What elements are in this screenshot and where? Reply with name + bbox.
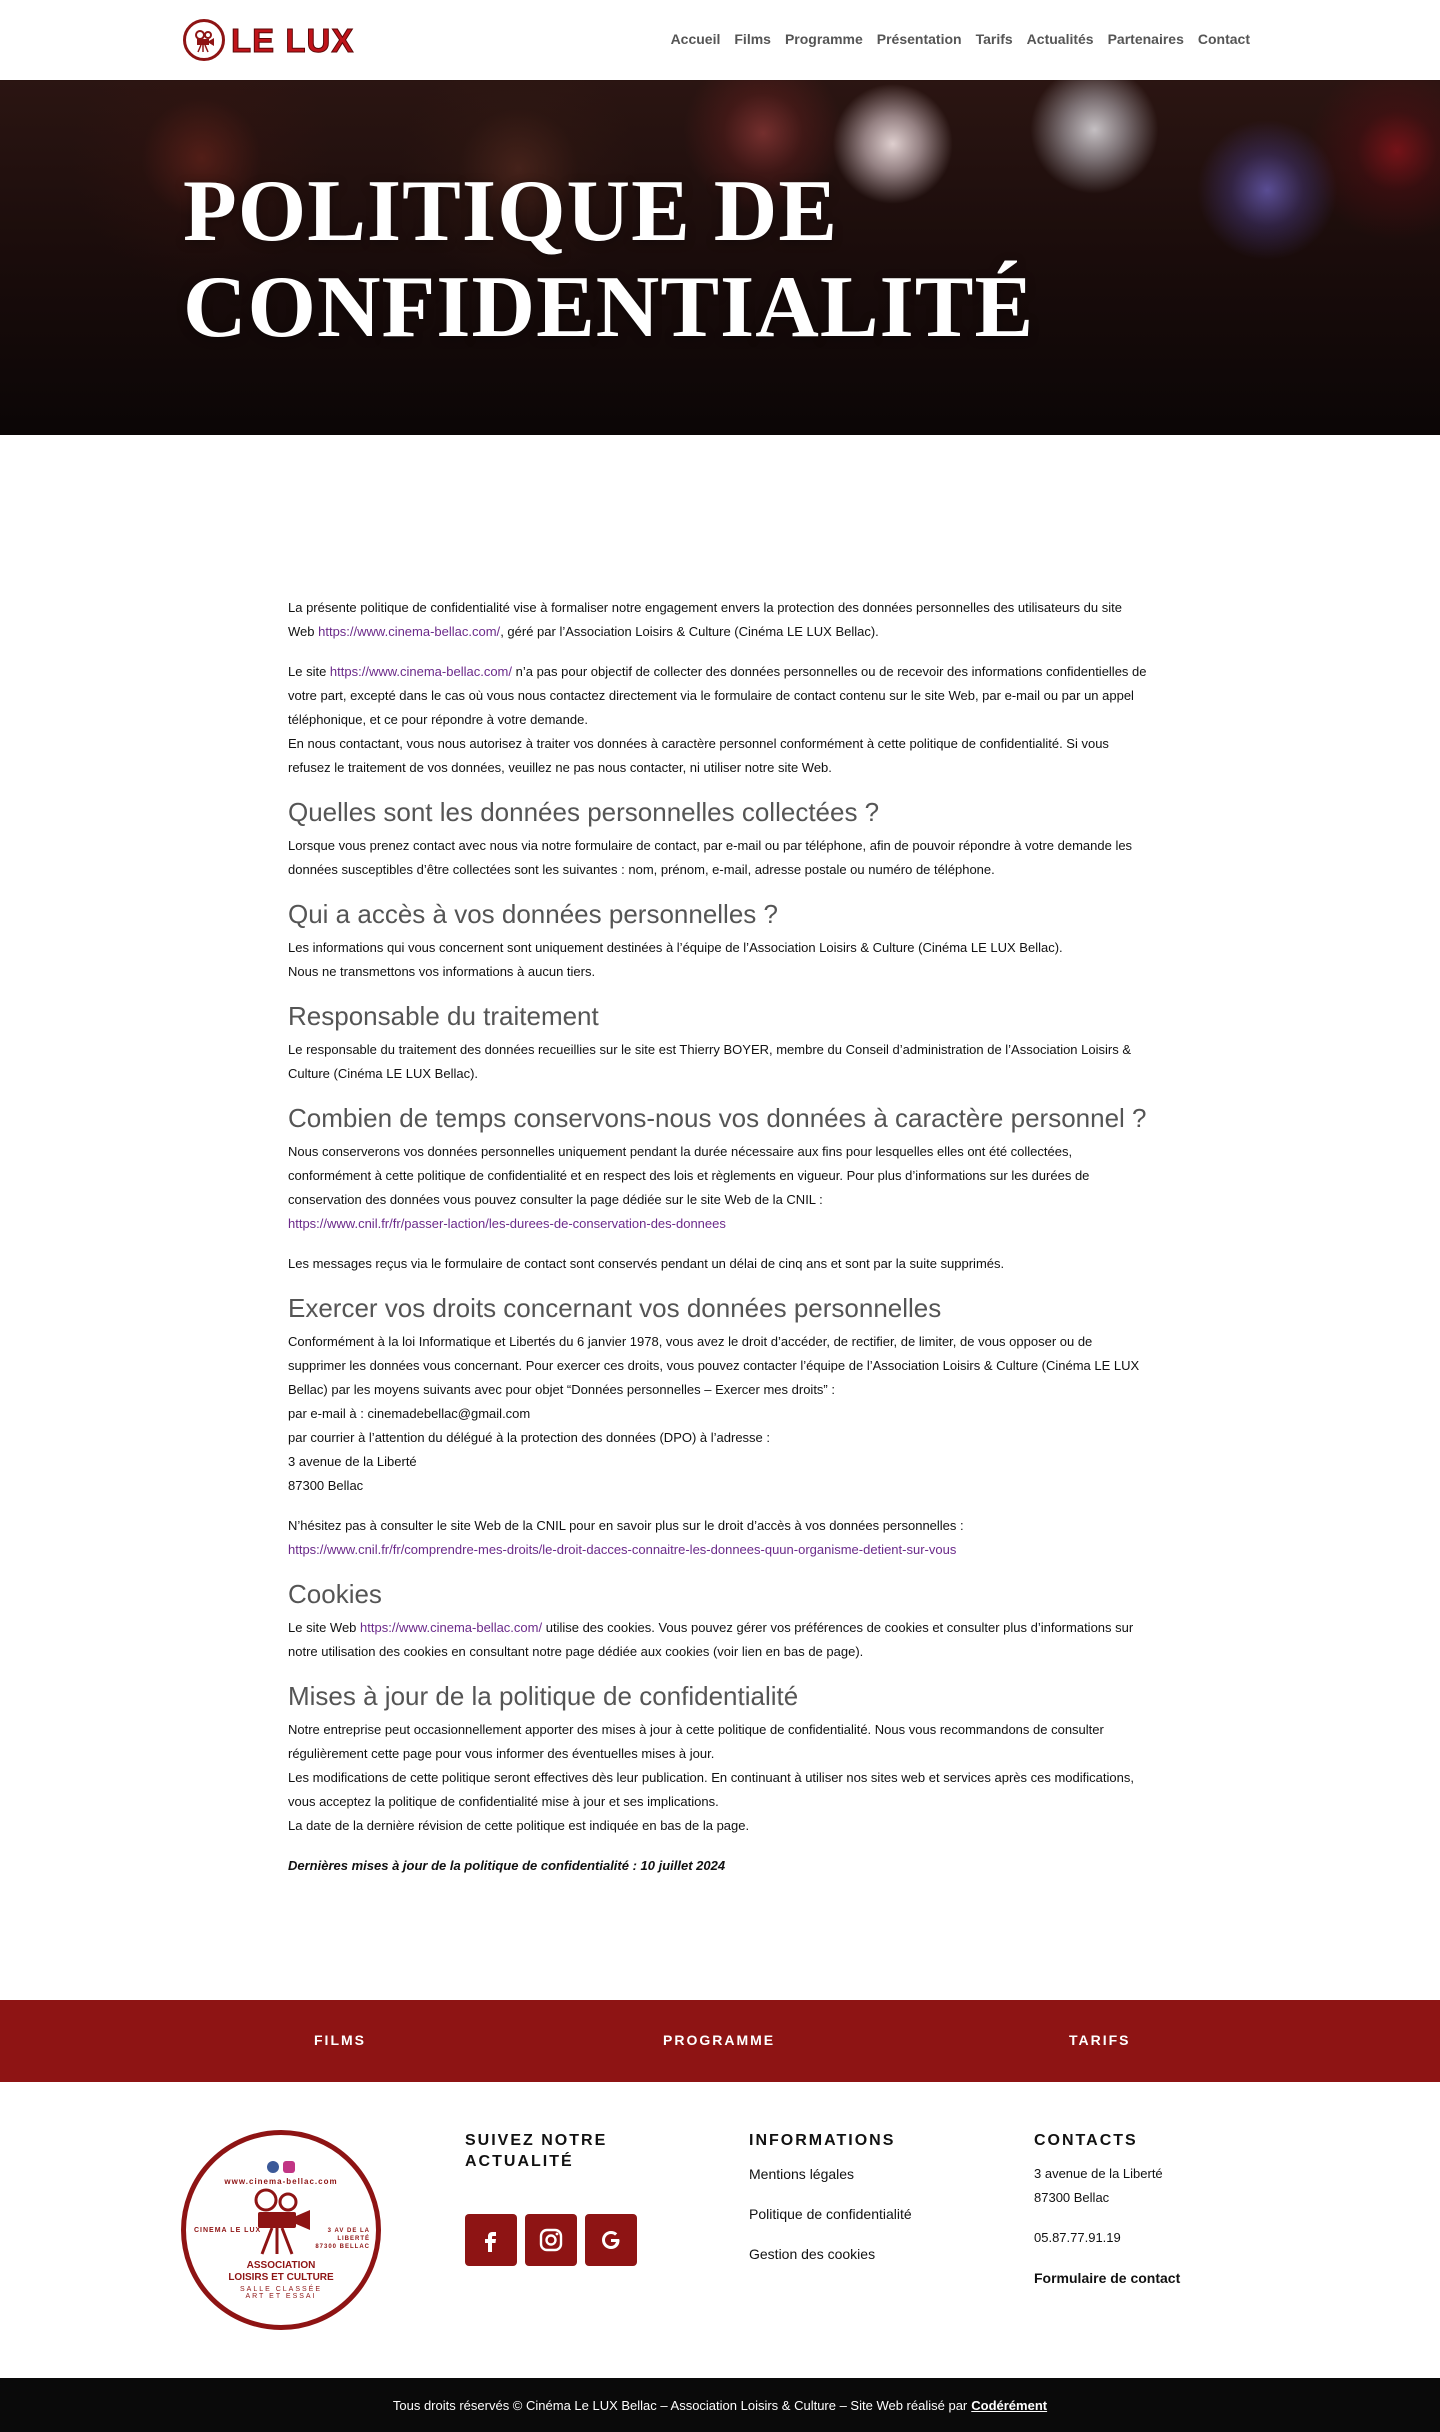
updates-text-b: Les modifications de cette politique seront effectives dès leur publication. En continuant à utiliser nos sites web et services après ces modifications, vous acceptez la politique de confidentialité mise à jour et ses implications. — [288, 1770, 1134, 1809]
badge-url: www.cinema-bellac.com — [224, 2176, 338, 2186]
cookies-paragraph — [288, 1616, 1152, 1664]
social-buttons — [465, 2214, 637, 2266]
policy-content — [288, 596, 1152, 1894]
google-button[interactable] — [585, 2214, 637, 2266]
contact-address-line-1: 3 avenue de la Liberté — [1034, 2166, 1163, 2181]
nav-presentation[interactable]: Présentation — [876, 31, 962, 47]
nav-partenaires[interactable]: Partenaires — [1107, 31, 1184, 47]
nav-actualites[interactable]: Actualités — [1026, 31, 1094, 47]
legal-notice-link[interactable]: Mentions légales — [749, 2166, 855, 2182]
badge-title-1: ASSOCIATION — [246, 2259, 316, 2271]
heading-duration: Combien de temps conservons-nous vos données à caractère personnel ? — [288, 1103, 1147, 1133]
instagram-icon — [538, 2227, 564, 2253]
cnil-rights-link[interactable]: https://www.cnil.fr/fr/comprendre-mes-droits/le-droit-dacces-connaitre-les-donnees-quun-organisme-detient-sur-vous — [288, 1542, 957, 1557]
page-title-line-2: CONFIDENTIALITÉ — [183, 259, 1035, 356]
updates-text-a: Notre entreprise peut occasionnellement apporter des mises à jour à cette politique de confidentialité. Nous vous recommandons de consulter régulièrement cette page pour vous informer des éventuelles mises à jour. — [288, 1722, 1104, 1761]
follow-title — [465, 2130, 607, 2172]
last-update: Dernières mises à jour de la politique de confidentialité : 10 juillet 2024 — [288, 1858, 726, 1873]
updates-paragraph — [288, 1718, 1152, 1838]
association-badge — [181, 2130, 381, 2330]
instagram-button[interactable] — [525, 2214, 577, 2266]
google-icon — [598, 2227, 624, 2253]
follow-title-1: SUIVEZ NOTRE — [465, 2132, 608, 2149]
rights-text: Conformément à la loi Informatique et Libertés du 6 janvier 1978, vous avez le droit d’accéder, de rectifier, de limiter, de vous opposer ou de supprimer les données vous concernant. Pour exercer ces droits, vous pouvez contacter l’équipe de l’Association Loisirs & Culture (Cinéma LE LUX Bellac) par les moyens suivants avec pour objet “Données personnelles – Exercer mes droits” : — [288, 1334, 1140, 1397]
heading-collected-data: Quelles sont les données personnelles collectées ? — [288, 797, 880, 827]
access-text-a: Les informations qui vous concernent sont uniquement destinées à l’équipe de l’Association Loisirs & Culture (Cinéma LE LUX Bellac). — [288, 940, 1063, 955]
badge-subtitle — [240, 2286, 322, 2300]
contact-address-line-2: 87300 Bellac — [1034, 2190, 1110, 2205]
purpose-text-b: n’a pas pour objectif de collecter des données personnelles ou de recevoir des informations confidentielles de votre part, excepté dans le cas où vous nous contactez directement via le formulaire de contact contenu sur le site Web, par e-mail ou par un appel téléphonique, et ce pour répondre à votre demande. — [288, 664, 1147, 727]
footer-nav-band — [0, 2000, 1440, 2082]
copyright-text: Tous droits réservés © Cinéma Le LUX Bellac – Association Loisirs & Culture – Site Web réalisé par — [392, 2397, 968, 2413]
footer-widgets — [0, 2082, 1440, 2382]
access-text-b: Nous ne transmettons vos informations à aucun tiers. — [288, 964, 596, 979]
purpose-text-a: Le site — [288, 664, 330, 679]
info-title: INFORMATIONS — [749, 2132, 896, 2149]
cnil-text: N’hésitez pas à consulter le site Web de la CNIL pour en savoir plus sur le droit d’accès à vos données personnelles : — [288, 1518, 964, 1533]
nav-accueil[interactable]: Accueil — [670, 31, 721, 47]
purpose-paragraph — [288, 660, 1152, 780]
cookie-management-link[interactable]: Gestion des cookies — [749, 2246, 876, 2262]
facebook-icon — [479, 2228, 503, 2252]
site-link[interactable]: https://www.cinema-bellac.com/ — [329, 664, 512, 679]
main-nav — [671, 31, 1250, 47]
contact-phone: 05.87.77.91.19 — [1034, 2230, 1121, 2245]
follow-title-2: ACTUALITÉ — [465, 2153, 574, 2170]
badge-left-text: CINEMA LE LUX — [194, 2227, 262, 2234]
info-links — [749, 2162, 912, 2266]
hero-banner — [0, 80, 1440, 435]
heading-rights: Exercer vos droits concernant vos données personnelles — [288, 1293, 942, 1323]
site-header — [0, 0, 1440, 80]
cookies-text-b: utilise des cookies. Vous pouvez gérer vos préférences de cookies et consulter plus d’informations sur notre utilisation des cookies en consultant notre page dédiée aux cookies (voir lien en bas de page). — [288, 1620, 1134, 1659]
site-logo[interactable] — [183, 17, 354, 63]
access-paragraph — [288, 936, 1152, 984]
projector-icon — [236, 2186, 326, 2256]
heading-responsible: Responsable du traitement — [288, 1001, 599, 1031]
badge-title — [228, 2260, 333, 2284]
footer-programme-link[interactable]: PROGRAMME — [663, 2032, 776, 2048]
nav-tarifs[interactable]: Tarifs — [975, 31, 1013, 47]
page-title-line-1: POLITIQUE DE — [183, 163, 839, 260]
page-title — [183, 164, 1283, 356]
facebook-icon — [267, 2161, 279, 2173]
nav-programme[interactable]: Programme — [784, 31, 863, 47]
footer-films-link[interactable]: FILMS — [314, 2032, 366, 2048]
rights-paragraph — [288, 1330, 1152, 1498]
badge-title-2: LOISIRS ET CULTURE — [228, 2271, 334, 2283]
nav-contact[interactable]: Contact — [1197, 31, 1250, 47]
badge-subtitle-1: SALLE CLASSÉE — [239, 2285, 323, 2293]
site-link[interactable]: https://www.cinema-bellac.com/ — [360, 1620, 543, 1635]
badge-right-text: 3 AV DE LA LIBERTÉ 87300 BELLAC — [315, 2228, 370, 2250]
updates-text-c: La date de la dernière révision de cette politique est indiquée en bas de la page. — [288, 1818, 750, 1833]
footer-tarifs-link[interactable]: TARIFS — [1069, 2032, 1131, 2048]
duration-paragraph — [288, 1140, 1152, 1236]
rights-mail: par courrier à l’attention du délégué à la protection des données (DPO) à l’adresse : — [288, 1430, 771, 1445]
cnil-duration-link[interactable]: https://www.cnil.fr/fr/passer-laction/les-durees-de-conservation-des-donnees — [288, 1216, 726, 1231]
logo-text: LE LUX — [231, 21, 355, 59]
facebook-button[interactable] — [465, 2214, 517, 2266]
duration-paragraph-2: Les messages reçus via le formulaire de contact sont conservés pendant un délai de cinq ans et sont par la suite supprimés. — [288, 1256, 1005, 1271]
purpose-text-c: En nous contactant, vous nous autorisez à traiter vos données à caractère personnel conformément à cette politique de confidentialité. Si vous refusez le traitement de vos données, veuillez ne pas nous contacter, ni utiliser notre site Web. — [288, 736, 1109, 775]
privacy-policy-link[interactable]: Politique de confidentialité — [749, 2206, 912, 2222]
copyright-bar — [0, 2378, 1440, 2432]
badge-social-icons — [267, 2161, 295, 2173]
contacts-block — [1034, 2162, 1180, 2290]
heading-access: Qui a accès à vos données personnelles ? — [288, 899, 778, 929]
site-link[interactable]: https://www.cinema-bellac.com/ — [318, 624, 501, 639]
rights-address-line-1: 3 avenue de la Liberté — [288, 1454, 417, 1469]
intro-text-b: , géré par l’Association Loisirs & Culture (Cinéma LE LUX Bellac). — [500, 624, 879, 639]
contact-form-link[interactable]: Formulaire de contact — [1034, 2270, 1181, 2286]
cookies-text-a: Le site Web — [288, 1620, 361, 1635]
heading-updates: Mises à jour de la politique de confidentialité — [288, 1681, 799, 1711]
contacts-title: CONTACTS — [1034, 2132, 1138, 2149]
intro-text-a: La présente politique de confidentialité vise à formaliser notre engagement envers la protection des données personnelles des utilisateurs du site Web — [288, 600, 1122, 639]
badge-subtitle-2: ART ET ESSAI — [245, 2292, 317, 2300]
rights-address-line-2: 87300 Bellac — [288, 1478, 364, 1493]
agency-credit-link[interactable]: Codérément — [971, 2397, 1048, 2413]
responsible-paragraph: Le responsable du traitement des données recueillies sur le site est Thierry BOYER, membre du Conseil d’administration de l’Association Loisirs & Culture (Cinéma LE LUX Bellac). — [288, 1042, 1132, 1081]
nav-films[interactable]: Films — [734, 31, 771, 47]
projector-logo-icon — [183, 19, 225, 61]
duration-text: Nous conserverons vos données personnelles uniquement pendant la durée nécessaire aux fins pour lesquelles elles ont été collectées, conformément à cette politique de confidentialité et en respect des lois et règlements en vigueur. Pour plus d’informations sur les durées de conservation des données vous pouvez consulter la page dédiée sur le site Web de la CNIL : — [288, 1144, 1090, 1207]
intro-paragraph — [288, 596, 1152, 644]
collected-paragraph: Lorsque vous prenez contact avec nous via notre formulaire de contact, par e-mail ou par téléphone, afin de pouvoir répondre à votre demande les données susceptibles d’être collectées sont les suivantes : nom, prénom, e-mail, adresse postale ou numéro de téléphone. — [288, 838, 1133, 877]
cnil-paragraph — [288, 1514, 1152, 1562]
rights-email: par e-mail à : cinemadebellac@gmail.com — [288, 1406, 531, 1421]
instagram-icon — [283, 2161, 295, 2173]
heading-cookies: Cookies — [288, 1579, 382, 1609]
